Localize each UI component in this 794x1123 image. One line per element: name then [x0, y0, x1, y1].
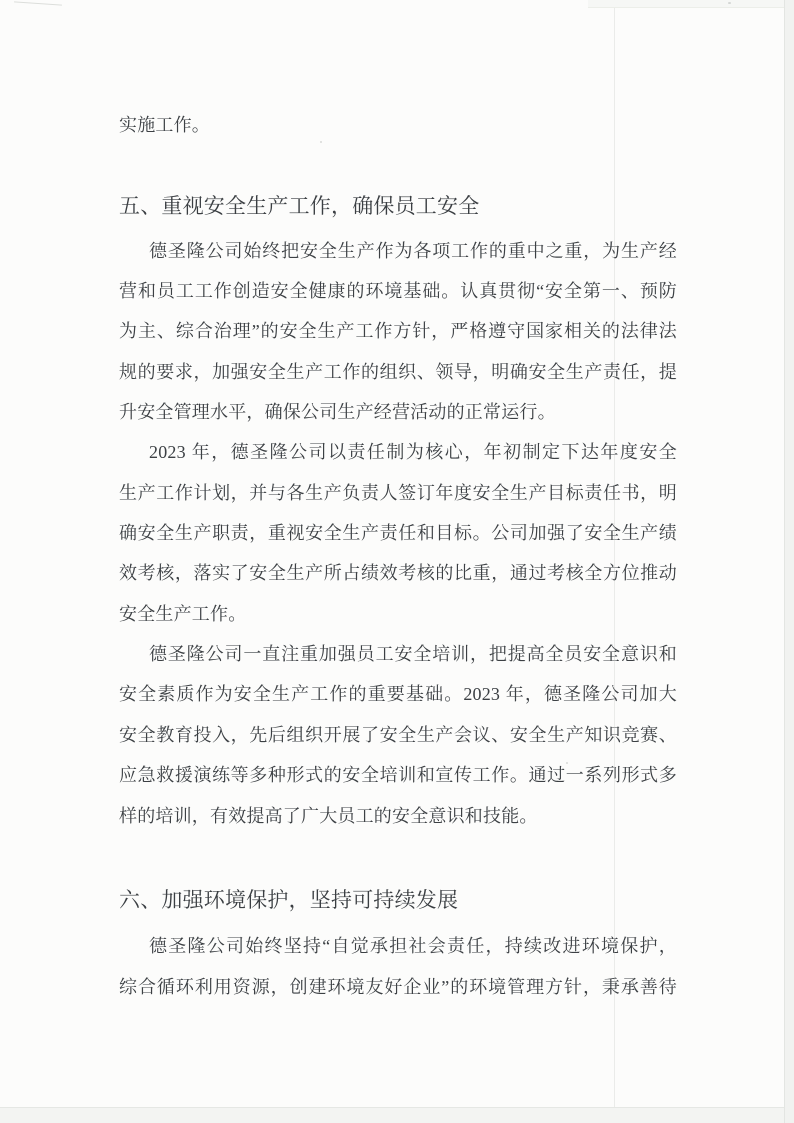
- text-line: 安全素质作为安全生产工作的重要基础。2023 年，德圣隆公司加大: [119, 684, 677, 705]
- section-6-heading: 六、加强环境保护，坚持可持续发展: [119, 887, 459, 912]
- scan-speck: [728, 2, 731, 4]
- section-5-paragraph-3: [119, 634, 677, 836]
- scan-artifact-mark: [14, 1, 62, 5]
- text-line: 确安全生产职责，重视安全生产责任和目标。公司加强了安全生产绩: [119, 523, 677, 544]
- text-line: 德圣隆公司始终把安全生产作为各项工作的重中之重，为生产经: [149, 240, 677, 261]
- text-line: 营和员工工作创造安全健康的环境基础。认真贯彻“安全第一、预防: [119, 281, 677, 302]
- document-body: [119, 0, 677, 1007]
- text-line: 样的培训，有效提高了广大员工的安全意识和技能。: [119, 805, 538, 826]
- text-line: 2023 年，德圣隆公司以责任制为核心，年初制定下达年度安全: [149, 442, 677, 463]
- text-line: 安全生产工作。: [119, 603, 247, 624]
- text-line: 效考核，落实了安全生产所占绩效考核的比重，通过考核全方位推动: [119, 563, 677, 584]
- closing-line: 实施工作。: [119, 115, 210, 135]
- section-6-paragraph-1: [119, 926, 677, 1007]
- scan-speck: [320, 141, 322, 143]
- text-line: 德圣隆公司一直注重加强员工安全培训，把提高全员安全意识和: [149, 644, 677, 665]
- scan-top-edge: [588, 0, 784, 8]
- text-line: 升安全管理水平，确保公司生产经营活动的正常运行。: [119, 402, 556, 423]
- scan-bottom-edge: [0, 1107, 784, 1123]
- scan-speck: [566, 762, 568, 764]
- text-line: 应急救援演练等多种形式的安全培训和宣传工作。通过一系列形式多: [119, 765, 677, 786]
- section-5-heading: 五、重视安全生产工作，确保员工安全: [119, 194, 480, 219]
- text-line: 综合循环利用资源，创建环境友好企业”的环境管理方针，秉承善待: [119, 976, 677, 997]
- section-5-paragraph-2: [119, 432, 677, 634]
- section-5-paragraph-1: [119, 231, 677, 433]
- paper-crease-line: [614, 0, 615, 1107]
- text-line: 为主、综合治理”的安全生产工作方针，严格遵守国家相关的法律法: [119, 321, 677, 342]
- text-line: 规的要求，加强安全生产工作的组织、领导，明确安全生产责任，提: [119, 361, 677, 382]
- text-line: 安全教育投入，先后组织开展了安全生产会议、安全生产知识竞赛、: [119, 724, 677, 745]
- scan-right-edge: [784, 0, 794, 1123]
- text-line: 生产工作计划，并与各生产负责人签订年度安全生产目标责任书，明: [119, 482, 677, 503]
- text-line: 德圣隆公司始终坚持“自觉承担社会责任，持续改进环境保护，: [149, 936, 677, 957]
